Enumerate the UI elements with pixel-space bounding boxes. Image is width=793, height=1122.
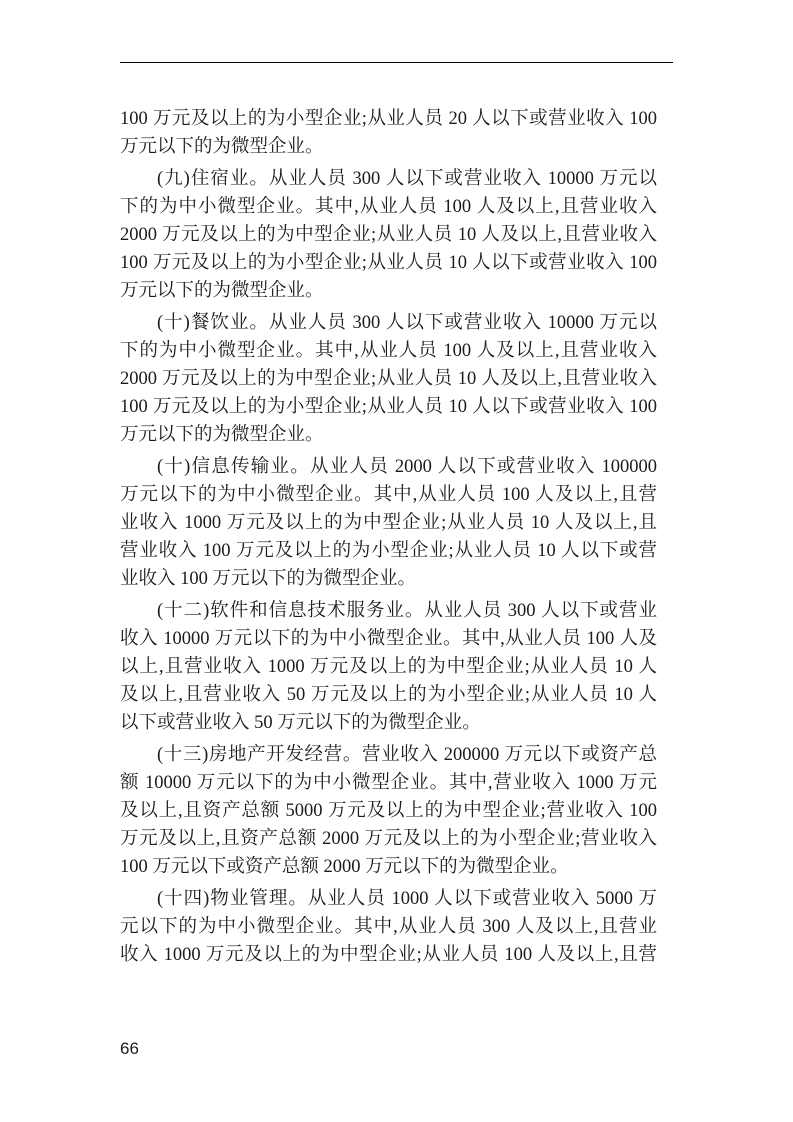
page-number: 66 (120, 1039, 139, 1058)
text-line: 以上,且营业收入 1000 万元及以上的为中型企业;从业人员 10 人 (120, 657, 657, 677)
text-line: 万元以下的为微型企业。 (120, 281, 324, 301)
text-line: 以下或营业收入 50 万元以下的为微型企业。 (120, 713, 481, 733)
text-line: 万元以下的为微型企业。 (120, 425, 324, 445)
text-line: 100 万元及以上的为小型企业;从业人员 10 人以下或营业收入 100 (120, 397, 657, 417)
text-line: 收入 1000 万元及以上的为中型企业;从业人员 100 人及以上,且营 (120, 945, 657, 965)
paragraph-catering (120, 309, 657, 449)
text-line: 营业收入 100 万元及以上的为小型企业;从业人员 10 人以下或营 (120, 541, 657, 561)
text-line: (十四)物业管理。从业人员 1000 人以下或营业收入 5000 万 (157, 889, 657, 909)
paragraph-accommodation (120, 165, 657, 305)
paragraph-real-estate (120, 741, 657, 881)
text-line: 100 万元及以上的为小型企业;从业人员 20 人以下或营业收入 100 (120, 109, 657, 129)
paragraph-software-it-services (120, 597, 657, 737)
text-line: 业收入 100 万元以下的为微型企业。 (120, 569, 417, 589)
paragraph-property-management (120, 885, 657, 969)
text-line: 下的为中小微型企业。其中,从业人员 100 人及以上,且营业收入 (120, 197, 657, 217)
header-rule (120, 62, 673, 63)
text-line: 2000 万元及以上的为中型企业;从业人员 10 人及以上,且营业收入 (120, 225, 657, 245)
text-line: 元以下的为中小微型企业。其中,从业人员 300 人及以上,且营业 (120, 917, 657, 937)
text-line: (九)住宿业。从业人员 300 人以下或营业收入 10000 万元以 (157, 169, 657, 189)
body-text (120, 105, 657, 973)
text-line: 下的为中小微型企业。其中,从业人员 100 人及以上,且营业收入 (120, 341, 657, 361)
paragraph-information-transmission (120, 453, 657, 593)
text-line: 2000 万元及以上的为中型企业;从业人员 10 人及以上,且营业收入 (120, 369, 657, 389)
text-line: 100 万元及以上的为小型企业;从业人员 10 人以下或营业收入 100 (120, 253, 657, 273)
text-line: 及以上,且营业收入 50 万元及以上的为小型企业;从业人员 10 人 (120, 685, 657, 705)
text-line: 及以上,且资产总额 5000 万元及以上的为中型企业;营业收入 100 (120, 801, 657, 821)
text-line: (十二)软件和信息技术服务业。从业人员 300 人以下或营业 (157, 601, 657, 621)
text-line: (十三)房地产开发经营。营业收入 200000 万元以下或资产总 (157, 745, 657, 765)
text-line: (十)信息传输业。从业人员 2000 人以下或营业收入 100000 (157, 457, 657, 477)
paragraph-continued (120, 105, 657, 161)
text-line: 业收入 1000 万元及以上的为中型企业;从业人员 10 人及以上,且 (120, 513, 657, 533)
text-line: 额 10000 万元以下的为中小微型企业。其中,营业收入 1000 万元 (120, 773, 657, 793)
text-line: 100 万元以下或资产总额 2000 万元以下的为微型企业。 (120, 857, 569, 877)
text-line: 万元以下的为微型企业。 (120, 137, 324, 157)
text-line: (十)餐饮业。从业人员 300 人以下或营业收入 10000 万元以 (157, 313, 657, 333)
text-line: 万元及以上,且资产总额 2000 万元及以上的为小型企业;营业收入 (120, 829, 657, 849)
text-line: 万元以下的为中小微型企业。其中,从业人员 100 人及以上,且营 (120, 485, 657, 505)
text-line: 收入 10000 万元以下的为中小微型企业。其中,从业人员 100 人及 (120, 629, 657, 649)
